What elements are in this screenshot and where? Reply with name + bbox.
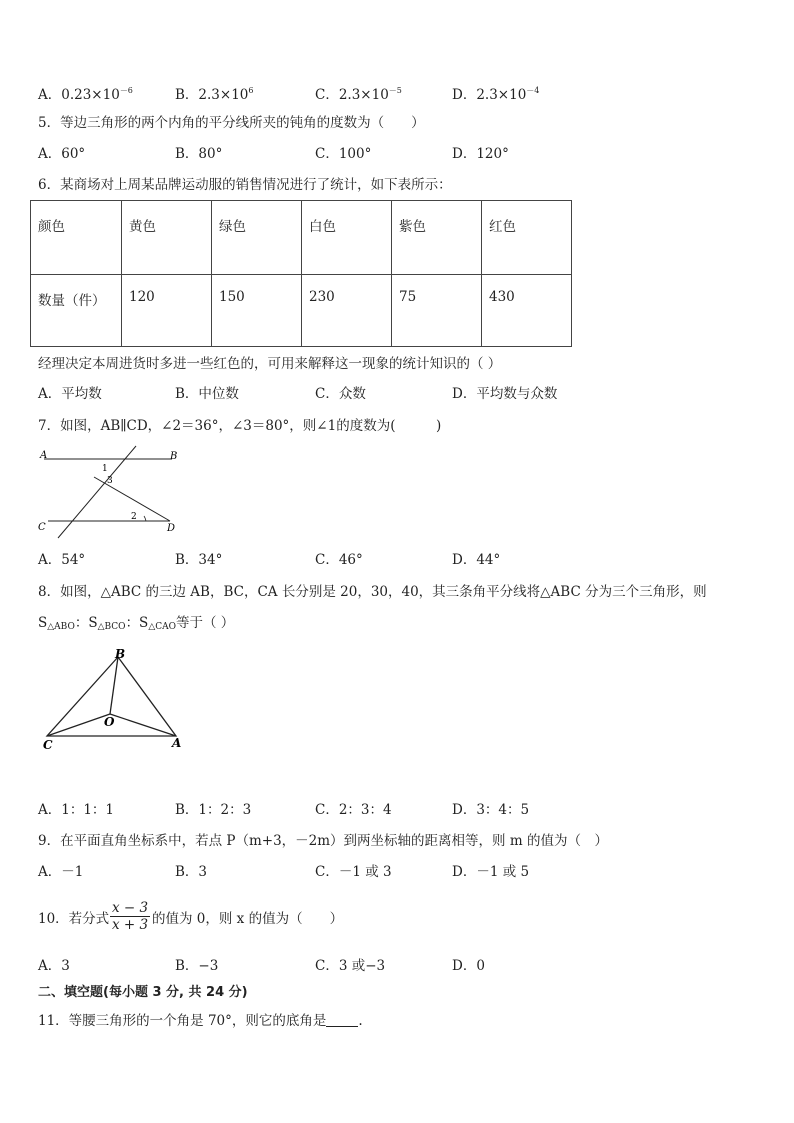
q6-option-a[interactable]: A．平均数 <box>38 386 102 402</box>
table-cell: 150 <box>212 275 302 347</box>
q9-stem: 9．在平面直角坐标系中，若点 P（m+3，－2m）到两坐标轴的距离相等，则 m 的值为（ ） <box>38 833 608 849</box>
q4-option-c[interactable]: C．$2.3\times 10^{-5}$ <box>315 86 402 103</box>
q8-stem: 8．如图，△ABC 的三边 AB，BC，CA 长分别是 20，30，40，其三条角平分线将△ABC 分为三个三角形，则 <box>38 584 707 600</box>
q9-option-b[interactable]: B．3 <box>175 864 208 880</box>
q10-option-c[interactable]: C．3 或−3 <box>315 958 386 974</box>
label-b: B <box>115 647 126 661</box>
q8-option-c[interactable]: C．2：3：4 <box>315 802 392 818</box>
sales-table <box>30 200 572 347</box>
table-row <box>31 275 572 347</box>
q5-option-d[interactable]: D．120° <box>452 146 509 162</box>
label-d: D <box>167 523 176 534</box>
label-a: A <box>40 450 48 461</box>
q4-options <box>38 82 738 103</box>
q11-stem: 11．等腰三角形的一个角是 70°，则它的底角是 . <box>38 1013 363 1029</box>
fraction-denominator: x + 3 <box>112 917 149 933</box>
table-cell: 颜色 <box>31 201 122 275</box>
q10-option-a[interactable]: A．3 <box>38 958 70 974</box>
triangle-figure <box>38 646 188 752</box>
q10-fraction <box>110 900 150 933</box>
table-cell: 430 <box>482 275 572 347</box>
q4-option-a[interactable]: A．$0.23\times 10^{-6}$ <box>38 86 133 103</box>
table-cell: 白色 <box>302 201 392 275</box>
q6-option-b[interactable]: B．中位数 <box>175 386 239 402</box>
label-o: O <box>104 715 115 729</box>
q6-options <box>38 385 738 403</box>
q5-option-a[interactable]: A．60° <box>38 146 86 162</box>
q8-option-b[interactable]: B．1：2：3 <box>175 802 252 818</box>
q7-option-d[interactable]: D．44° <box>452 552 501 568</box>
q10-stem-suffix: 的值为 0，则 x 的值为（ ） <box>152 911 344 927</box>
q7-options <box>38 551 738 569</box>
table-cell: 绿色 <box>212 201 302 275</box>
label-c: C <box>43 738 53 752</box>
fraction-numerator: x − 3 <box>112 900 149 916</box>
answer-blank[interactable] <box>326 1012 358 1027</box>
table-cell: 黄色 <box>122 201 212 275</box>
q5-stem: 5．等边三角形的两个内角的平分线所夹的钝角的度数为（ ） <box>38 115 425 131</box>
q6-follow-text: 经理决定本周进货时多进一些红色的，可用来解释这一现象的统计知识的（ ） <box>38 356 502 372</box>
q5-option-b[interactable]: B．80° <box>175 146 223 162</box>
label-c: C <box>38 522 46 533</box>
label-a: A <box>172 736 182 750</box>
q9-options <box>38 863 738 881</box>
q9-option-c[interactable]: C．－1 或 3 <box>315 864 392 880</box>
table-cell: 230 <box>302 275 392 347</box>
q5-option-c[interactable]: C．100° <box>315 146 372 162</box>
section-heading: 二、填空题(每小题 3 分, 共 24 分) <box>38 985 248 1000</box>
q8-options <box>38 801 738 819</box>
table-cell: 120 <box>122 275 212 347</box>
table-cell: 数量（件） <box>31 275 122 347</box>
label-angle-3: 3 <box>107 476 113 486</box>
table-cell: 75 <box>392 275 482 347</box>
q9-option-d[interactable]: D．－1 或 5 <box>452 864 530 880</box>
q9-option-a[interactable]: A．－1 <box>38 864 84 880</box>
segment-ob <box>110 657 118 714</box>
q10-stem-prefix: 10．若分式 <box>38 911 110 927</box>
table-row <box>31 201 572 275</box>
q8-option-a[interactable]: A．1：1：1 <box>38 802 115 818</box>
q10-option-d[interactable]: D．0 <box>452 958 485 974</box>
q4-option-b[interactable]: B．$2.3\times 10^6$ <box>175 86 254 103</box>
q8-area-ratio: $S_{\triangle ABO}$：$S_{\triangle BCO}$：$S_{\triangle CAO}$等于（ ） <box>38 615 235 632</box>
q4-option-d[interactable]: D．$2.3\times 10^{-4}$ <box>452 86 540 103</box>
table-cell: 紫色 <box>392 201 482 275</box>
label-angle-2: 2 <box>131 512 137 522</box>
q6-option-d[interactable]: D．平均数与众数 <box>452 386 558 402</box>
transversal-line <box>58 446 136 538</box>
q7-option-b[interactable]: B．34° <box>175 552 223 568</box>
q6-option-c[interactable]: C．众数 <box>315 386 366 402</box>
q10-option-b[interactable]: B．−3 <box>175 958 219 974</box>
q6-stem: 6．某商场对上周某品牌运动服的销售情况进行了统计，如下表所示： <box>38 177 452 193</box>
segment-oa <box>110 714 176 736</box>
label-b: B <box>170 451 178 462</box>
angle-2-arc <box>144 516 146 521</box>
q10-options <box>38 957 738 975</box>
label-angle-1: 1 <box>102 464 108 474</box>
q5-options <box>38 145 738 163</box>
table-cell: 红色 <box>482 201 572 275</box>
parallel-lines-figure <box>36 446 186 538</box>
q7-option-a[interactable]: A．54° <box>38 552 86 568</box>
q7-option-c[interactable]: C．46° <box>315 552 363 568</box>
q7-stem: 7．如图，AB∥CD，∠2＝36°，∠3＝80°，则∠1的度数为( ) <box>38 418 442 434</box>
q8-option-d[interactable]: D．3：4：5 <box>452 802 530 818</box>
